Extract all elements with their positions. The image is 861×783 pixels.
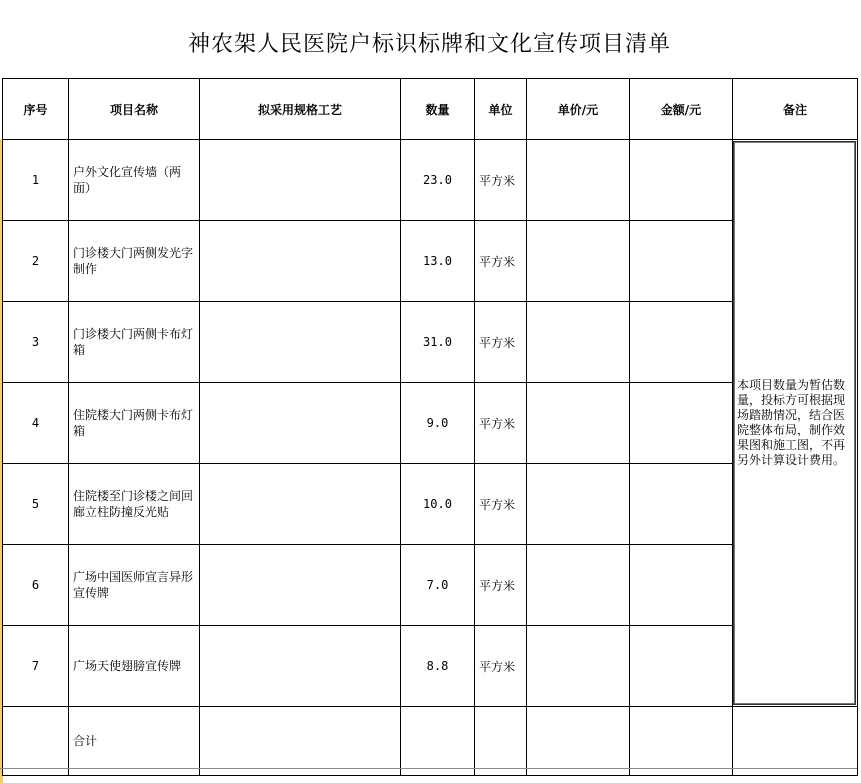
cell-name[interactable]: 门诊楼大门两侧发光字制作 bbox=[69, 221, 200, 302]
total-spec-cell[interactable] bbox=[200, 707, 401, 776]
cell-name[interactable]: 住院楼至门诊楼之间回廊立柱防撞反光贴 bbox=[69, 464, 200, 545]
remark-text: 本项目数量为暂估数量，投标方可根据现场踏勘情况，结合医院整体布局，制作效果图和施工图，不再另外计算设计费用。 bbox=[737, 378, 846, 467]
cell-unit[interactable]: 平方米 bbox=[475, 383, 527, 464]
cell-quantity[interactable]: 31.0 bbox=[401, 302, 475, 383]
cell-amount[interactable] bbox=[630, 464, 733, 545]
cell-index[interactable]: 4 bbox=[3, 383, 69, 464]
cell-quantity[interactable]: 8.8 bbox=[401, 626, 475, 707]
total-unit-price-cell[interactable] bbox=[527, 707, 630, 776]
cell-unit[interactable]: 平方米 bbox=[475, 626, 527, 707]
cell-spec[interactable] bbox=[200, 464, 401, 545]
cell-unit-price[interactable] bbox=[527, 302, 630, 383]
cell-quantity[interactable]: 9.0 bbox=[401, 383, 475, 464]
item-table bbox=[2, 78, 858, 776]
table-row bbox=[3, 545, 858, 626]
cell-spec[interactable] bbox=[200, 383, 401, 464]
cell-unit-price[interactable] bbox=[527, 464, 630, 545]
header-unit-price[interactable]: 单价/元 bbox=[527, 79, 630, 140]
total-remark-cell[interactable] bbox=[733, 707, 858, 776]
cell-spec[interactable] bbox=[200, 626, 401, 707]
cell-index[interactable]: 1 bbox=[3, 140, 69, 221]
cell-unit-price[interactable] bbox=[527, 545, 630, 626]
header-quantity[interactable]: 数量 bbox=[401, 79, 475, 140]
header-name[interactable]: 项目名称 bbox=[69, 79, 200, 140]
total-amount-cell[interactable] bbox=[630, 707, 733, 776]
header-remark[interactable]: 备注 bbox=[733, 79, 858, 140]
table-row bbox=[3, 140, 858, 221]
cell-name[interactable]: 住院楼大门两侧卡布灯箱 bbox=[69, 383, 200, 464]
cell-amount[interactable] bbox=[630, 302, 733, 383]
cell-quantity[interactable]: 10.0 bbox=[401, 464, 475, 545]
total-quantity-cell[interactable] bbox=[401, 707, 475, 776]
table-row bbox=[3, 221, 858, 302]
cell-name[interactable]: 门诊楼大门两侧卡布灯箱 bbox=[69, 302, 200, 383]
cell-name[interactable]: 广场中国医师宣言异形宣传牌 bbox=[69, 545, 200, 626]
cell-spec[interactable] bbox=[200, 140, 401, 221]
cell-unit[interactable]: 平方米 bbox=[475, 464, 527, 545]
cell-index[interactable]: 3 bbox=[3, 302, 69, 383]
total-row bbox=[3, 707, 858, 776]
table-row bbox=[3, 383, 858, 464]
page-title: 神农架人民医院户标识标牌和文化宣传项目清单 bbox=[187, 31, 671, 57]
cell-unit-price[interactable] bbox=[527, 626, 630, 707]
cell-quantity[interactable]: 23.0 bbox=[401, 140, 475, 221]
header-index[interactable]: 序号 bbox=[3, 79, 69, 140]
cell-amount[interactable] bbox=[630, 626, 733, 707]
cell-index[interactable]: 7 bbox=[3, 626, 69, 707]
cell-spec[interactable] bbox=[200, 221, 401, 302]
cell-unit[interactable]: 平方米 bbox=[475, 221, 527, 302]
cell-amount[interactable] bbox=[630, 545, 733, 626]
header-amount[interactable]: 金额/元 bbox=[630, 79, 733, 140]
cell-unit-price[interactable] bbox=[527, 221, 630, 302]
header-unit[interactable]: 单位 bbox=[475, 79, 527, 140]
remark-selection-box bbox=[733, 141, 856, 705]
header-spec[interactable]: 拟采用规格工艺 bbox=[200, 79, 401, 140]
cell-spec[interactable] bbox=[200, 545, 401, 626]
cell-index[interactable]: 5 bbox=[3, 464, 69, 545]
cell-amount[interactable] bbox=[630, 221, 733, 302]
total-label[interactable]: 合计 bbox=[69, 707, 200, 776]
cell-name[interactable]: 广场天使翅膀宣传牌 bbox=[69, 626, 200, 707]
cell-spec[interactable] bbox=[200, 302, 401, 383]
cell-index[interactable]: 6 bbox=[3, 545, 69, 626]
cell-name[interactable]: 户外文化宣传墙（两面） bbox=[69, 140, 200, 221]
cell-unit[interactable]: 平方米 bbox=[475, 302, 527, 383]
table-row bbox=[3, 464, 858, 545]
total-unit-cell[interactable] bbox=[475, 707, 527, 776]
table-row bbox=[3, 626, 858, 707]
next-row-gridline bbox=[0, 768, 857, 769]
header-row bbox=[3, 79, 858, 140]
cell-unit-price[interactable] bbox=[527, 383, 630, 464]
cell-unit[interactable]: 平方米 bbox=[475, 140, 527, 221]
cell-index[interactable]: 2 bbox=[3, 221, 69, 302]
table-row bbox=[3, 302, 858, 383]
remark-merged-cell[interactable] bbox=[733, 140, 858, 707]
cell-unit-price[interactable] bbox=[527, 140, 630, 221]
total-index-cell[interactable] bbox=[3, 707, 69, 776]
cell-unit[interactable]: 平方米 bbox=[475, 545, 527, 626]
cell-amount[interactable] bbox=[630, 140, 733, 221]
cell-quantity[interactable]: 13.0 bbox=[401, 221, 475, 302]
cell-amount[interactable] bbox=[630, 383, 733, 464]
cell-quantity[interactable]: 7.0 bbox=[401, 545, 475, 626]
title-cell[interactable] bbox=[0, 0, 857, 78]
